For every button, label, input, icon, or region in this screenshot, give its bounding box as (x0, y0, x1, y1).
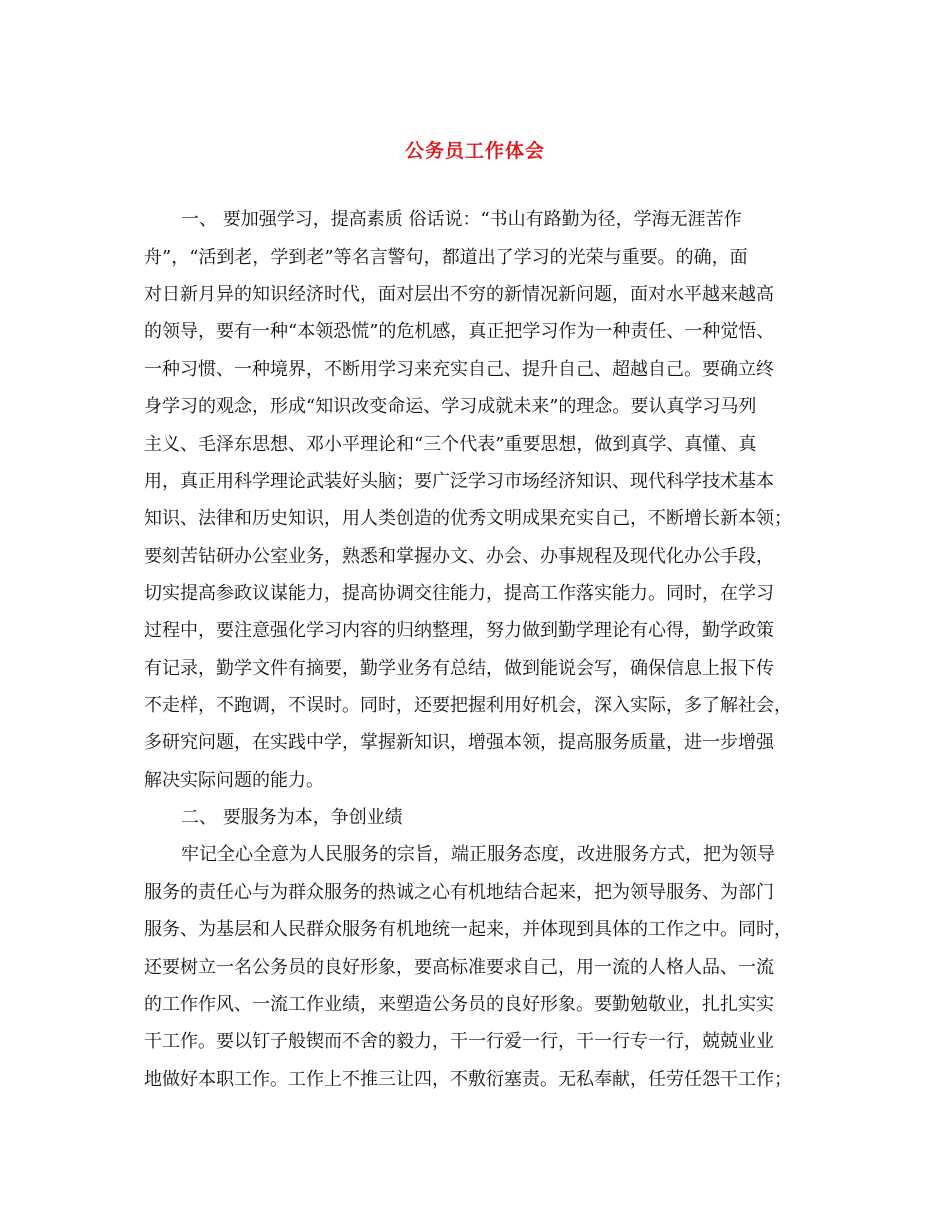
text-line: 的工作作风、一流工作业绩，来塑造公务员的良好形象。要勤勉敬业，扎扎实实 (144, 994, 774, 1015)
section-heading: 二、 要服务为本，争创业绩 (181, 807, 403, 828)
text-line: 用，真正用科学理论武装好头脑；要广泛学习市场经济知识、现代科学技术基本 (144, 471, 774, 492)
text-line: 过程中，要注意强化学习内容的归纳整理，努力做到勤学理论有心得，勤学政策 (144, 620, 774, 641)
text-line: 干工作。要以钉子般锲而不舍的毅力，干一行爱一行，干一行专一行，兢兢业业 (144, 1031, 774, 1052)
text-line: 的领导，要有一种“本领恐慌”的危机感，真正把学习作为一种责任、一种觉悟、 (144, 321, 775, 342)
text-line: 不走样，不跑调，不误时。同时，还要把握利用好机会，深入实际，多了解社会， (144, 695, 792, 716)
text-line: 舟”，“活到老，学到老”等名言警句，都道出了学习的光荣与重要。的确，面 (144, 247, 748, 268)
text-line: 切实提高参政议谋能力，提高协调交往能力，提高工作落实能力。同时，在学习 (144, 583, 774, 604)
text-line: 还要树立一名公务员的良好形象，要高标准要求自己，用一流的人格人品、一流 (144, 957, 774, 978)
text-line: 主义、毛泽东思想、邓小平理论和“三个代表”重要思想，做到真学、真懂、真 (144, 434, 757, 455)
text-line: 解决实际问题的能力。 (144, 770, 324, 791)
text-line: 对日新月异的知识经济时代，面对层出不穷的新情况新问题，面对水平越来越高 (144, 284, 774, 305)
text-line: 牢记全心全意为人民服务的宗旨，端正服务态度，改进服务方式，把为领导 (181, 844, 775, 865)
text-line: 服务的责任心与为群众服务的热诚之心有机地结合起来，把为领导服务、为部门 (144, 882, 774, 903)
text-line: 要刻苦钻研办公室业务，熟悉和掌握办文、办会、办事规程及现代化办公手段， (144, 546, 774, 567)
text-line: 有记录，勤学文件有摘要，勤学业务有总结，做到能说会写，确保信息上报下传 (144, 658, 774, 679)
text-line: 知识、法律和历史知识，用人类创造的优秀文明成果充实自己，不断增长新本领； (144, 508, 792, 529)
text-line: 一、 要加强学习，提高素质 俗话说：“书山有路勤为径，学海无涯苦作 (181, 209, 742, 230)
text-line: 地做好本职工作。工作上不推三让四，不敷衍塞责。无私奉献，任劳任怨干工作； (144, 1069, 792, 1090)
text-line: 一种习惯、一种境界，不断用学习来充实自己、提升自己、超越自己。要确立终 (144, 359, 774, 380)
document-title: 公务员工作体会 (404, 140, 545, 162)
text-line: 多研究问题，在实践中学，掌握新知识，增强本领，提高服务质量，进一步增强 (144, 732, 774, 753)
text-line: 身学习的观念，形成“知识改变命运、学习成就未来”的理念。要认真学习马列 (144, 396, 757, 417)
text-line: 服务、为基层和人民群众服务有机地统一起来，并体现到具体的工作之中。同时， (144, 919, 792, 940)
